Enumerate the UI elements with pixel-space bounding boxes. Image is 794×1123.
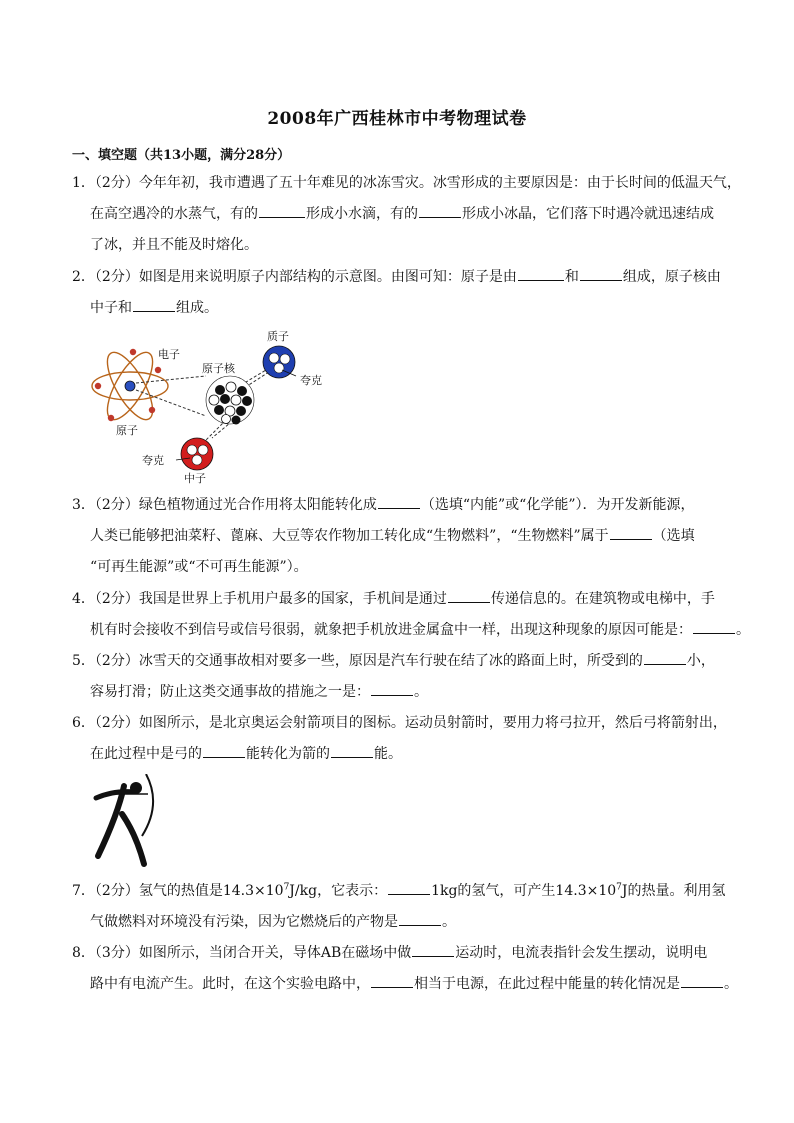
section-heading: 一、填空题（共13小题，满分28分） <box>72 148 291 163</box>
label-quark: 夸克 <box>300 374 322 387</box>
answer-blank <box>378 494 420 509</box>
answer-blank <box>371 681 413 696</box>
electron-dot <box>149 407 155 413</box>
question-5: 5．（2分）冰雪天的交通事故相对要多一些，原因是汽车行驶在结了冰的路面上时，所受到的 小， 容易打滑；防止这类交通事故的措施之一是： 。 <box>72 646 732 708</box>
answer-blank <box>259 203 305 218</box>
bow <box>142 774 153 836</box>
small-nucleus <box>125 381 135 391</box>
answer-blank <box>133 297 175 312</box>
answer-blank <box>681 973 723 988</box>
question-2: 2．（2分）如图是用来说明原子内部结构的示意图。由图可知：原子是由 和 组成，原子核由 中子和 组成。 <box>72 262 732 324</box>
answer-blank <box>371 973 413 988</box>
question-6: 6．（2分）如图所示，是北京奥运会射箭项目的图标。运动员射箭时，要用力将弓拉开，然后弓将箭射出， 在此过程中是弓的 能转化为箭的 能。 <box>72 715 727 762</box>
label-electron: 电子 <box>158 348 180 361</box>
answer-blank <box>448 588 490 603</box>
answer-blank <box>644 650 686 665</box>
exam-title: 2008年广西桂林市中考物理试卷 <box>267 109 527 129</box>
link-line <box>136 376 206 383</box>
electron-dot <box>95 383 101 389</box>
electron-dot <box>130 349 136 355</box>
answer-blank <box>518 266 564 281</box>
atom-structure-figure <box>86 330 346 490</box>
question-8: 8．（3分）如图所示，当闭合开关，导体AB在磁场中做 运动时，电流表指针会发生摆动，说明电 路中有电流产生。此时，在这个实验电路中， 相当于电源，在此过程中能量的转化情况是 。 <box>72 938 732 1000</box>
question-4: 4．（2分）我国是世界上手机用户最多的国家，手机间是通过 传递信息的。在建筑物或电梯中，手 机有时会接收不到信号或信号很弱，就象把手机放进金属盒中一样，出现这种现象的原因可能是： 。 <box>72 584 732 646</box>
answer-blank <box>399 911 441 926</box>
question-1: 1．（2分）今年年初，我市遭遇了五十年难见的冰冻雪灾。冰雪形成的主要原因是：由于长时间的低温天气， 在高空遇冷的水蒸气，有的 形成小水滴，有的 形成小冰晶，它们落下时遇冷就迅速结成 了冰，并且不能及时熔化。 <box>72 175 741 253</box>
answer-blank <box>419 203 461 218</box>
electron-dot <box>108 415 114 421</box>
answer-blank <box>331 743 373 758</box>
label-neutron: 中子 <box>184 472 206 485</box>
label-atom: 原子 <box>116 424 138 437</box>
answer-blank <box>580 266 622 281</box>
electron-dot <box>155 367 161 373</box>
archer-arm <box>96 792 136 798</box>
label-proton: 质子 <box>267 330 289 343</box>
question-7: 7．（2分）氢气的热值是$14.3\times 10^7J/kg$，它表示： 1kg的氢气，可产生$14.3\times 10^7J$的热量。利用氢 气做燃料对环境没有污染，因为它燃烧后的产物是 。 <box>72 876 732 938</box>
archery-pictogram <box>86 774 166 872</box>
nucleus-cluster <box>206 376 254 425</box>
answer-blank <box>412 942 454 957</box>
label-nucleus: 原子核 <box>202 362 235 375</box>
answer-blank <box>203 743 245 758</box>
label-quark: 夸克 <box>142 454 164 467</box>
neutron-particle <box>181 438 213 470</box>
archer-head <box>130 782 142 794</box>
answer-blank <box>693 619 735 634</box>
answer-blank <box>388 880 430 895</box>
answer-blank <box>610 525 652 540</box>
link-line <box>136 390 206 416</box>
archer-leg <box>122 814 144 864</box>
question-3: 3．（2分）绿色植物通过光合作用将太阳能转化成 （选填“内能”或“化学能”）．为开发新能源， 人类已能够把油菜籽、蓖麻、大豆等农作物加工转化成“生物燃料”，“生物燃料”属于 （选填 “可再生能源”或“不可再生能源”）。 <box>72 490 732 583</box>
